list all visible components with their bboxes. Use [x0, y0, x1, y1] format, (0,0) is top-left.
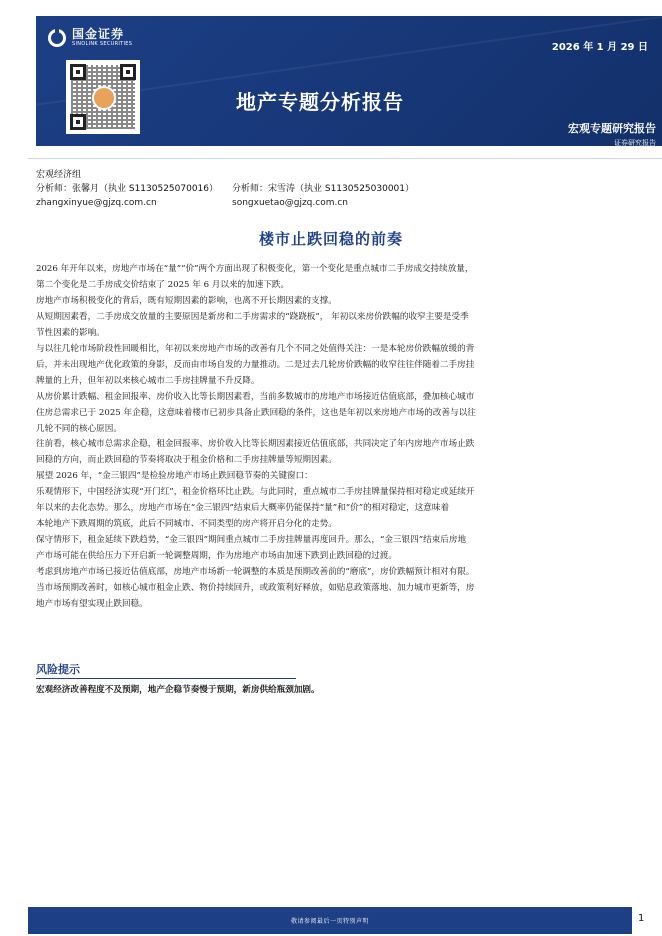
page-footer	[28, 907, 632, 934]
analyst-block	[36, 168, 414, 210]
report-series-title: 地产专题分析报告	[236, 90, 404, 114]
body-line: 住房总需求已于 2025 年企稳，这意味着楼市已初步具备止跌回稳的条件，这也是年初以来房地产市场的改善与以往	[36, 407, 476, 418]
report-title: 楼市止跌回稳的前奏	[258, 230, 403, 248]
body-line: 展望 2026 年，“金三银四”是检验房地产市场止跌回稳节奏的关键窗口：	[36, 471, 313, 482]
footer-disclaimer-link[interactable]: 敬请参阅最后一页特别声明	[290, 918, 369, 925]
body-line: 2026 年开年以来，房地产市场在“量”“价”两个方面出现了积极变化，第一个变化是重点城市二手房成交持续放量，	[36, 264, 474, 274]
company-logo	[48, 28, 132, 47]
body-line: 当市场预期改善时，如核心城市租金止跌、物价持续回升，或政策利好释放，如贴息政策落地、加力城市更新等，房	[36, 583, 475, 594]
body-line: 几轮不同的核心原因。	[36, 423, 122, 434]
risk-heading: 风险提示	[36, 663, 80, 676]
research-group: 宏观经济组	[36, 170, 82, 180]
body-line: 回稳的方向，而止跌回稳的节奏将取决于租金价格和二手房挂牌量等短期因素。	[36, 455, 337, 466]
header-divider	[28, 158, 662, 159]
analyst-2: 分析师：宋雪涛（执业 S1130525030001）	[232, 184, 415, 194]
analyst-1: 分析师：张馨月（执业 S1130525070016）	[36, 184, 219, 194]
body-line: 从房价累计跌幅、租金回报率、房价收入比等长期因素看，当前多数城市的房地产市场接近估值底部，叠加核心城市	[36, 391, 475, 402]
qr-code-icon	[66, 60, 140, 134]
report-type: 宏观专题研究报告	[568, 122, 656, 135]
risk-underline	[36, 678, 296, 679]
report-date: 2026 年 1 月 29 日	[551, 42, 648, 53]
report-body	[36, 262, 630, 613]
page-number: 1	[638, 913, 645, 924]
body-line: 保守情形下，租金延续下跌趋势，“金三银四”期间重点城市二手房挂牌量再度回升。那么，“金三银四”结束后房地	[36, 535, 467, 546]
analyst-2-email[interactable]: songxuetao@gjzq.com.cn	[232, 198, 348, 208]
report-header-banner	[36, 16, 662, 146]
body-line: 第二个变化是二手房成交价结束了 2025 年 6 月以来的加速下跌。	[36, 279, 290, 290]
body-line: 节性因素的影响。	[36, 327, 105, 338]
logo-name-cn: 国金证券	[72, 27, 125, 41]
body-line: 乐观情形下，中国经济实现“开门红”，租金价格环比止跌。与此同时，重点城市二手房挂牌量保持相对稳定或延续开	[36, 487, 475, 498]
logo-mark-icon	[48, 29, 66, 47]
body-line: 房地产市场积极变化的背后，既有短期因素的影响，也离不开长期因素的支撑。	[36, 295, 337, 306]
body-line: 往前看，核心城市总需求企稳，租金回报率、房价收入比等长期因素接近估值底部，共同决定了年内房地产市场止跌	[36, 439, 475, 450]
body-line: 后，并未出现地产优化政策的身影，反而由市场自发的力量推动。二是过去几轮房价跌幅的收窄往往伴随着二手房挂	[36, 359, 475, 370]
body-line: 地产市场有望实现止跌回稳。	[36, 599, 148, 610]
risk-text: 宏观经济改善程度不及预期，地产企稳节奏慢于预期，新房供给瓶颈加剧。	[36, 685, 320, 695]
body-line: 与以往几轮市场阶段性回暖相比，年初以来房地产市场的改善有几个不同之处值得关注：一是本轮房价跌幅放缓的背	[36, 343, 475, 354]
report-category: 证券研究报告	[614, 139, 656, 146]
analyst-1-email[interactable]: zhangxinyue@gjzq.com.cn	[36, 198, 157, 208]
body-line: 从短期因素看，二手房成交放量的主要原因是新房和二手房需求的“跷跷板”， 年初以来房价跌幅的收窄主要是受季	[36, 311, 469, 322]
qr-center-badge	[92, 86, 116, 110]
body-line: 年以来的去化态势。那么，房地产市场在“金三银四”结束后大概率仍能保持“量”和“价”的相对稳定，这意味着	[36, 503, 450, 514]
body-line: 产市场可能在供给压力下开启新一轮调整周期，作为房地产市场由加速下跌到止跌回稳的过渡。	[36, 551, 397, 562]
body-line: 牌量的上升，但年初以来核心城市二手房挂牌量不升反降。	[36, 375, 260, 386]
body-line: 本轮地产下跌周期的筑底，此后不同城市、不同类型的房产将开启分化的走势。	[36, 519, 337, 530]
body-line: 考虑到房地产市场已接近估值底部，房地产市场新一轮调整的本质是预期改善前的“磨底”，房价跌幅预计相对有限。	[36, 567, 475, 578]
logo-name-en: SINOLINK SECURITIES	[72, 41, 133, 47]
